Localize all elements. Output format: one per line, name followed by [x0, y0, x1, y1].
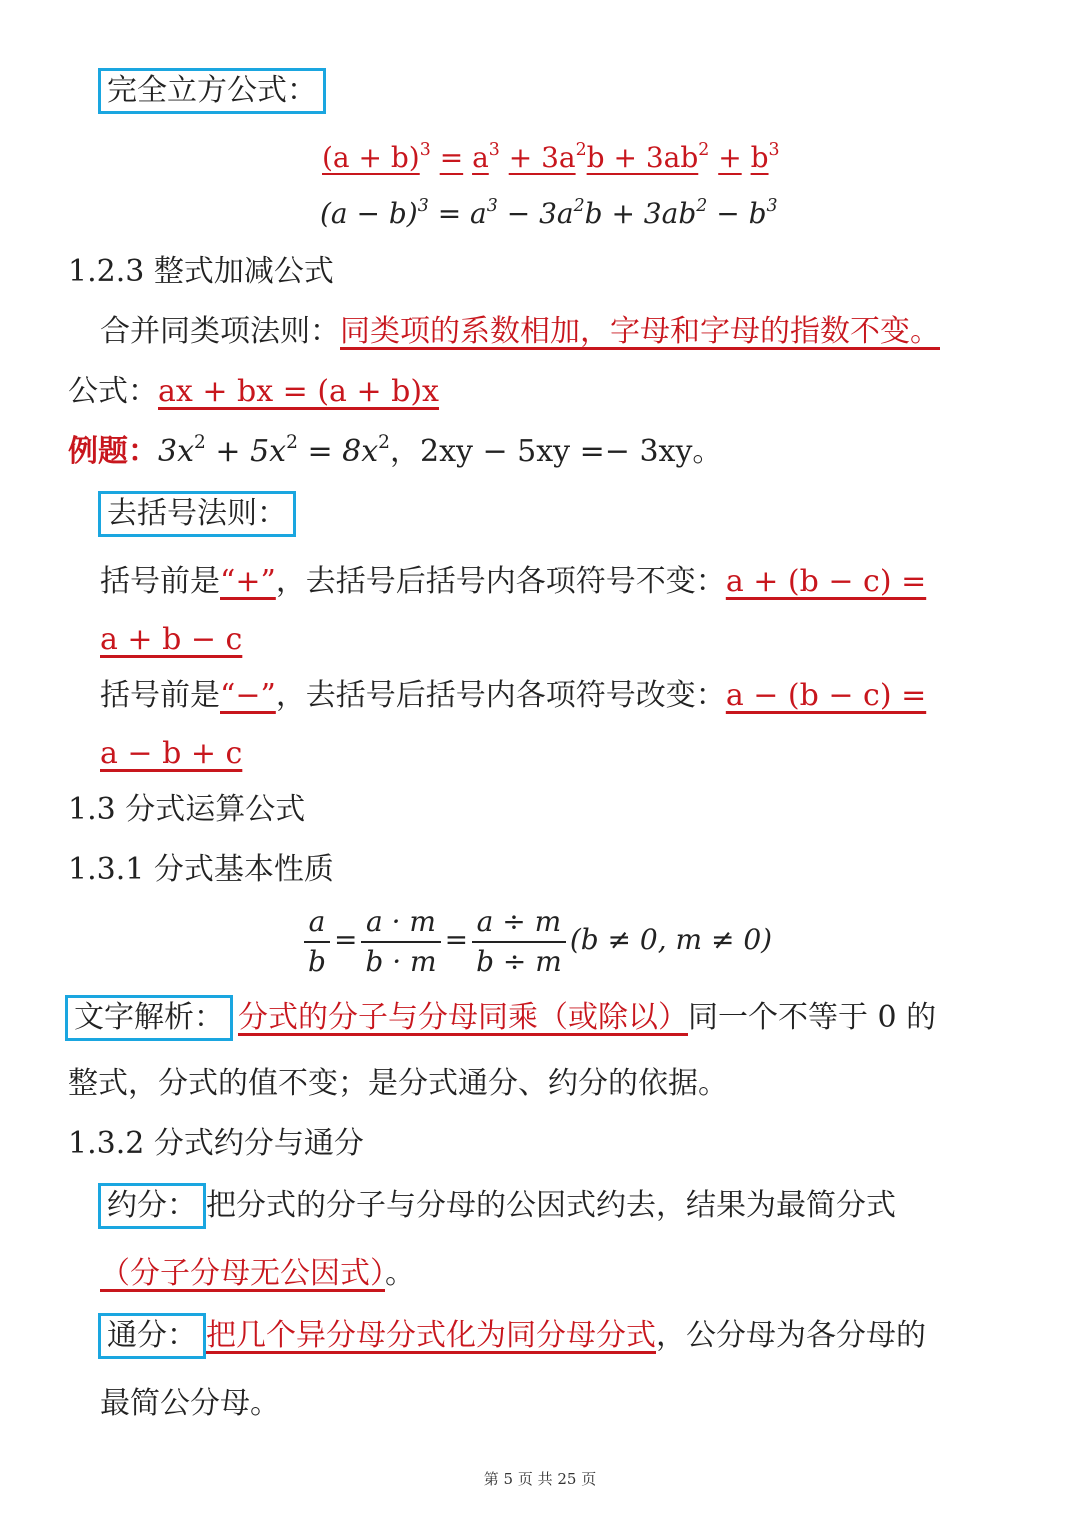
- formula-label: 公式：: [68, 374, 158, 409]
- minus-formula: a − (b − c) =: [725, 678, 927, 713]
- reduce-label-box: [98, 1183, 206, 1229]
- cube-formula-label: 完全立方公式：: [107, 73, 317, 108]
- common-denom-text: [206, 1316, 926, 1356]
- section-heading-1-2-3: 1.2.3 整式加减公式: [68, 254, 334, 289]
- fraction-times-m: [361, 903, 440, 981]
- exp: 3: [766, 195, 778, 216]
- reduce-end: 。: [385, 1256, 415, 1291]
- fraction-divide-m: [472, 903, 566, 981]
- reduce-red: （分子分母无公因式）: [100, 1256, 385, 1291]
- equals: = a: [437, 197, 487, 230]
- text: ，去括号后括号内各项符号改变：: [275, 678, 726, 713]
- cube-diff-lhs: (a − b): [320, 197, 418, 230]
- term: = 8x: [297, 434, 379, 469]
- term: − b: [716, 197, 767, 230]
- exp: 2: [696, 195, 708, 216]
- numerator: a: [304, 903, 330, 943]
- example-label: 例题：: [68, 434, 158, 469]
- term: ，2xy − 5xy =− 3xy。: [389, 434, 723, 469]
- common-denom-red: 把几个异分母分式化为同分母分式: [206, 1318, 656, 1353]
- explain-label: 文字解析：: [74, 1000, 224, 1035]
- reduce-text: 把分式的分子与分母的公因式约去，结果为最简分式: [206, 1188, 896, 1223]
- equals: =: [439, 141, 464, 174]
- text: ，去括号后括号内各项符号不变：: [275, 564, 726, 599]
- exp: 2: [194, 431, 206, 453]
- cube-diff-formula: [320, 194, 778, 234]
- minus-sign: “−”: [220, 678, 276, 713]
- exp: 3: [419, 139, 431, 160]
- page-footer: 第 5 页 共 25 页: [483, 1470, 597, 1488]
- explain-red: 分式的分子与分母同乘（或除以）: [238, 1000, 688, 1035]
- plus-formula: a + (b − c) =: [725, 564, 927, 599]
- plus-sign: “+”: [220, 564, 276, 599]
- term: − 3a: [506, 197, 574, 230]
- explain-line-2: 整式，分式的值不变；是分式通分、约分的依据。: [68, 1066, 728, 1101]
- text: 括号前是: [100, 678, 220, 713]
- common-denom-line-2: 最简公分母。: [100, 1386, 280, 1421]
- bracket-rule-label-box: [98, 491, 296, 537]
- section-heading-1-3-2: 1.3.2 分式约分与通分: [68, 1126, 364, 1161]
- combine-like-terms-rule: [100, 312, 940, 352]
- term: a: [472, 141, 489, 174]
- example-line: [68, 432, 722, 472]
- exp: 3: [768, 139, 780, 160]
- exp: 3: [417, 195, 429, 216]
- term: b + 3ab: [586, 141, 699, 174]
- condition: (b ≠ 0, m ≠ 0): [569, 923, 773, 956]
- exp: 2: [575, 139, 587, 160]
- bracket-plus-rule: [100, 562, 926, 602]
- bracket-minus-rule: [100, 676, 926, 716]
- bracket-rule-label: 去括号法则：: [107, 496, 287, 531]
- explain-text: [238, 998, 936, 1038]
- bracket-minus-result: a − b + c: [100, 736, 243, 771]
- exp: 2: [286, 431, 298, 453]
- explain-rest: 同一个不等于 0 的: [688, 1000, 937, 1035]
- cube-formula-label-box: [98, 68, 326, 114]
- common-denom-label-box: [98, 1313, 206, 1359]
- fraction-property-formula: $\frac{a}{b}$ = $\frac{a \cdot m}{b \cdot m}$ = $\frac{a \div m}{b \div m}$ (b ≠ 0, m ≠ 0): [300, 900, 772, 981]
- numerator: a · m: [361, 903, 440, 943]
- term: + 5x: [205, 434, 287, 469]
- text: 括号前是: [100, 564, 220, 599]
- term: b: [750, 141, 769, 174]
- section-heading-1-3-1: 1.3.1 分式基本性质: [68, 852, 334, 887]
- cube-sum-formula: [322, 138, 780, 178]
- exp: 3: [486, 195, 498, 216]
- exp: 3: [488, 139, 500, 160]
- formula-line: [68, 372, 439, 412]
- formula-text: ax + bx = (a + b)x: [158, 374, 439, 409]
- common-denom-label: 通分：: [107, 1318, 197, 1353]
- denominator: b · m: [365, 944, 437, 978]
- bracket-plus-result: a + b − c: [100, 622, 243, 657]
- term: + 3a: [508, 141, 576, 174]
- explain-label-box: [65, 995, 233, 1041]
- reduce-label: 约分：: [107, 1188, 197, 1223]
- reduce-line-2: [100, 1254, 415, 1294]
- section-heading-1-3: 1.3 分式运算公式: [68, 792, 306, 827]
- cube-sum-lhs: (a + b): [322, 141, 420, 174]
- exp: 2: [698, 139, 710, 160]
- term: 3x: [158, 434, 195, 469]
- rule-text: 同类项的系数相加，字母和字母的指数不变。: [340, 314, 940, 349]
- exp: 2: [573, 195, 585, 216]
- common-denom-rest: ，公分母为各分母的: [656, 1318, 926, 1353]
- fraction-a-over-b: [304, 903, 330, 981]
- plus: +: [718, 141, 742, 174]
- exp: 2: [378, 431, 390, 453]
- denominator: b ÷ m: [476, 944, 562, 978]
- term: b + 3ab: [584, 197, 697, 230]
- denominator: b: [308, 944, 326, 978]
- numerator: a ÷ m: [472, 903, 566, 943]
- rule-label: 合并同类项法则：: [100, 314, 340, 349]
